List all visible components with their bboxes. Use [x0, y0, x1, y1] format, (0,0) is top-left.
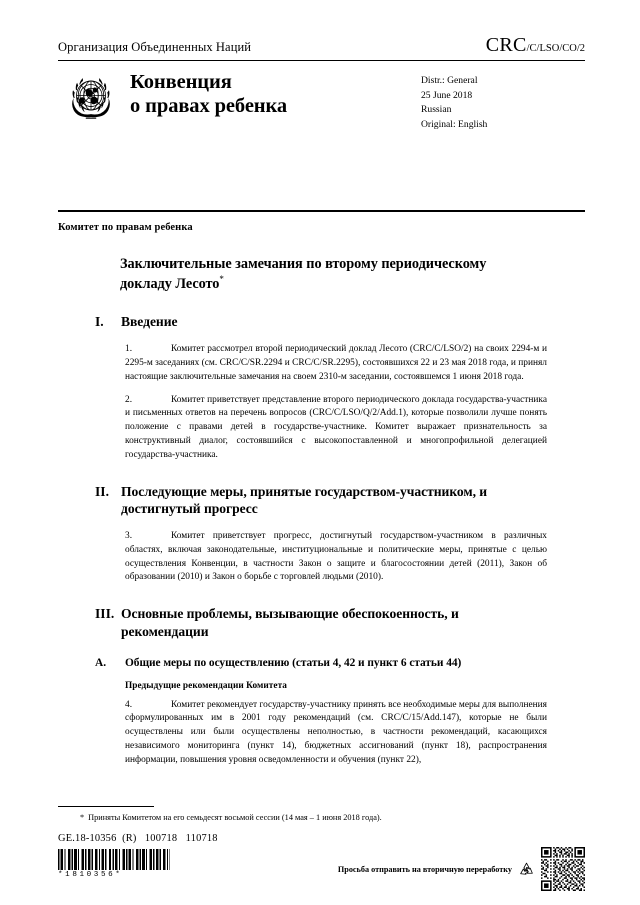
convention-title [130, 70, 287, 118]
recycle-icon [518, 861, 535, 878]
paragraph-2 [125, 394, 547, 463]
distribution-block [421, 74, 487, 132]
recycle-text: Просьба отправить на вторичную переработку [337, 864, 512, 874]
paragraph-text-3: Комитет приветствует прогресс, достигнутый государством-участником в различных областях, включая законодательные, институциональные и политические меры, принятые с целью осуществления Конвенции, в частности Закон о защите и благосостоянии детей (2011), Закон об образовании (2010) и Закон о борьбе с торговлей людьми (2010). [125, 531, 547, 583]
subsection-heading-a [95, 657, 547, 669]
document-symbol-main: CRC [485, 34, 527, 56]
paragraph-number-3: 3. [125, 531, 133, 541]
paragraph-1 [125, 343, 547, 384]
masthead [58, 34, 585, 61]
qr-code [541, 847, 585, 891]
section-number-iii: III. [95, 606, 115, 622]
page-title-footnote-mark: * [219, 273, 224, 284]
convention-title-line2: о правах ребенка [130, 95, 288, 118]
organization-name: Организация Объединенных Наций [58, 40, 252, 54]
masthead-top-row [58, 34, 585, 60]
paragraph-number-2: 2. [125, 394, 133, 405]
barcode-bars [58, 849, 170, 870]
footnote [80, 812, 585, 823]
document-content [58, 222, 585, 777]
document-symbol-suffix: /C/LSO/CO/2 [526, 43, 585, 54]
un-emblem-icon [62, 70, 120, 128]
masthead-rule [58, 60, 585, 61]
distribution-type: Distr.: General [421, 75, 478, 86]
footnote-area [58, 806, 585, 823]
paragraph-4 [125, 699, 547, 768]
section-number-i: I. [95, 314, 104, 330]
identity-block [58, 68, 585, 148]
subsection-title-a: Общие меры по осуществлению (статьи 4, 42 и пункт 6 статьи 44) [125, 656, 462, 669]
minor-heading: Предыдущие рекомендации Комитета [125, 680, 287, 691]
footnote-body: Приняты Комитетом на его семьдесят восьмой сессии (14 мая – 1 июня 2018 года). [88, 813, 382, 822]
subsection-letter-a: A. [95, 656, 107, 669]
job-number: GE.18-10356 (R) 100718 110718 [58, 833, 218, 844]
barcode [58, 849, 170, 879]
page-title-text: Заключительные замечания по второму периодическому докладу Лесото [120, 256, 487, 292]
section-heading-ii [95, 483, 547, 518]
distribution-language: Russian [421, 104, 452, 116]
paragraph-text-2: Комитет приветствует представление второго периодического доклада государства-участника и письменных ответов на перечень вопросов (CRC/C/LSO/Q/2/Add.1), которые позволили лучше понять положение с правами детей в государстве-участнике. Комитет выражает признательность за конструктивный диалог, состоявшийся с высокопоставленной и многопрофильной делегацией государства-участника. [125, 394, 547, 460]
section-title-iii: Основные проблемы, вызывающие обеспокоенность, и рекомендации [121, 606, 459, 639]
paragraph-number-4: 4. [125, 699, 133, 710]
page-title [120, 255, 520, 293]
section-title-ii: Последующие меры, принятые государством-участником, и достигнутый прогресс [121, 483, 488, 517]
paragraph-number-1: 1. [125, 344, 133, 355]
section-title-i: Введение [121, 314, 178, 330]
section-number-ii: II. [95, 483, 109, 499]
distribution-date: 25 June 2018 [421, 89, 473, 101]
footnote-mark: * [80, 813, 85, 822]
convention-title-line1: Конвенция [130, 71, 232, 93]
committee-name: Комитет по правам ребенка [58, 222, 193, 233]
recycle-block [338, 847, 585, 891]
distribution-original: Original: English [421, 118, 488, 130]
document-symbol [486, 34, 585, 57]
paragraph-text-1: Комитет рассмотрел второй периодический доклад Лесото (CRC/C/LSO/2) на своих 2294-м и 2295-м заседаниях (см. CRC/C/SR.2294 и CRC/C/SR.2295), состоявшихся 22 и 23 мая 2018 года, и принял настоящие заключительные замечания на своем 2310-м заседании, состоявшемся 1 июня 2018 года. [125, 344, 547, 382]
header-separator-rule [58, 210, 585, 212]
section-heading-i [95, 313, 547, 331]
barcode-digits: *1810356* [58, 871, 123, 879]
paragraph-text-4: Комитет рекомендует государству-участнику принять все необходимые меры для выполнения сформулированных им в 2001 году рекомендаций (см. CRC/C/15/Add.147), которые не были осуществлены или были осуществлены неполностью, в частности рекомендаций, касающихся независимого мониторинга (пункт 14), бюджетных ассигнований (пункт 18), распространения информации, повышения уровня осведомленности и обучения (пункт 22), [125, 699, 547, 765]
section-heading-iii [95, 605, 547, 640]
page-footer [58, 833, 585, 893]
footnote-separator [58, 806, 154, 807]
paragraph-3 [125, 530, 547, 585]
